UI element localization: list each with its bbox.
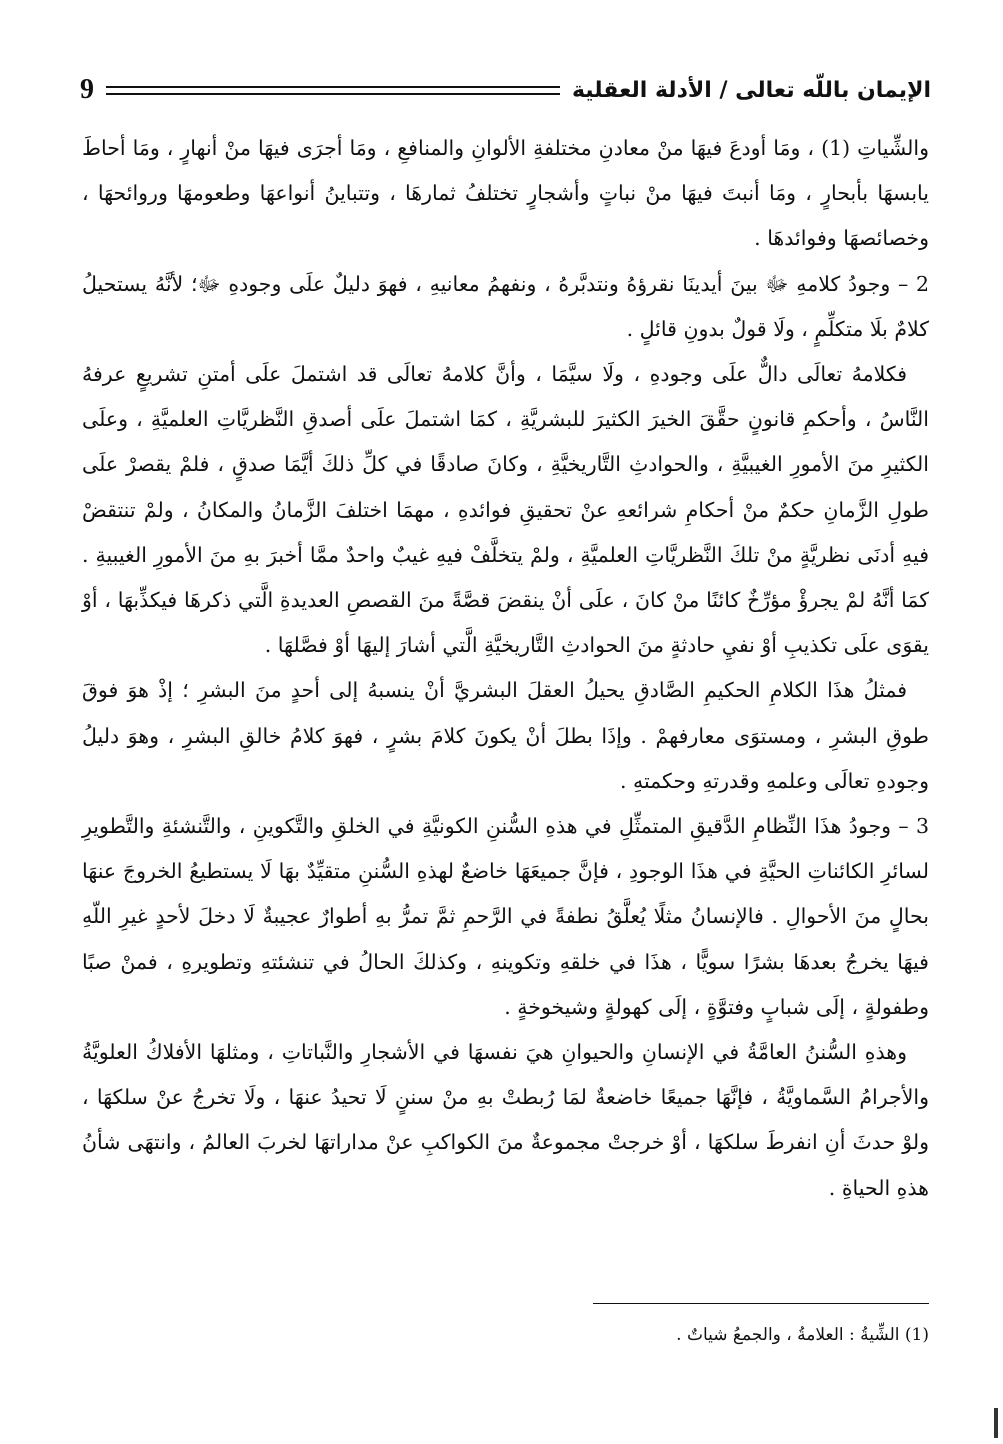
running-header: [80, 70, 931, 110]
paragraph: فمثلُ هذَا الكلامِ الحكيمِ الصَّادقِ يحيلُ العقلَ البشريَّ أنْ ينسبهُ إلى أحدٍ منَ البشرِ ؛ إذْ هوَ فوقَ طوقِ البشرِ ، ومستوَى معارفهمْ . وإذَا بطلَ أنْ يكونَ كلامَ بشرٍ ، فهوَ كلامُ خالقِ البشرِ ، وهوَ دليلُ وجودهِ تعالَى وعلمهِ وقدرتهِ وحكمتهِ .: [82, 678, 929, 793]
paragraph: وهذهِ السُّننُ العامَّةُ في الإنسانِ والحيوانِ هيَ نفسهَا في الأشجارِ والنَّباتاتِ ، ومثلهَا الأفلاكُ العلويَّةُ والأجرامُ السَّماويَّةُ ، فإنَّهَا جميعًا خاضعةٌ لمَا رُبطتْ بهِ منْ سننٍ لَا تحيدُ عنهَا ، ولَا تخرجُ عنْ سلكهَا ، ولوْ حدثَ أنِ انفرطَ سلكهَا ، أوْ خرجتْ مجموعةٌ منَ الكواكبِ عنْ مداراتهَا لخربَ العالمُ ، وانتهَى شأنُ هذهِ الحياةِ .: [82, 1040, 929, 1200]
paragraph: فكلامهُ تعالَى دالٌّ علَى وجودهِ ، ولَا سيَّمَا ، وأنَّ كلامهُ تعالَى قد اشتملَ علَى أمتنِ تشريعٍ عرفهُ النَّاسُ ، وأحكمِ قانونٍ حقَّقَ الخيرَ الكثيرَ للبشريَّةِ ، كمَا اشتملَ علَى أصدقِ النَّظريَّاتِ العلميَّةِ ، وعلَى الكثيرِ منَ الأمورِ الغيبيَّةِ ، والحوادثِ التَّاريخيَّةِ ، وكانَ صادقًا في كلِّ ذلكَ أيَّمَا صدقٍ ، فلمْ يقصرْ علَى طولِ الزَّمانِ حكمٌ منْ أحكامِ شرائعهِ عنْ تحقيقِ فوائدهِ ، مهمَا اختلفَ الزَّمانُ والمكانُ ، ولمْ تنتقضْ فيهِ أدنَى نظريَّةٍ منْ تلكَ النَّظريَّاتِ العلميَّةِ ، ولمْ يتخلَّفْ فيهِ غيبٌ واحدٌ ممَّا أخبرَ بهِ منَ الأمورِ الغيبيةِ . كمَا أنَّهُ لمْ يجرؤْ مؤرِّخٌ كائنًا منْ كانَ ، علَى أنْ ينقضَ قصَّةً منَ القصصِ العديدةِ الَّتي ذكرهَا فيكذِّبهَا ، أوْ يقوَى علَى تكذيبِ أوْ نفيِ حادثةٍ منَ الحوادثِ التَّاريخيَّةِ الَّتي أشارَ إليهَا أوْ فصَّلهَا .: [82, 362, 929, 658]
paragraph: 2 – وجودُ كلامهِ ﷻ بينَ أيدينَا نقرؤهُ ونتدبَّرهُ ، ونفهمُ معانيهِ ، فهوَ دليلٌ علَى وجودهِ ﷻ؛ لأنَّهُ يستحيلُ كلامٌ بلَا متكلِّمٍ ، ولَا قولٌ بدونِ قائلٍ .: [82, 271, 929, 341]
page-edge-mark: [994, 1408, 998, 1438]
footnote-separator: [593, 1303, 929, 1304]
paragraph: 3 – وجودُ هذَا النِّظامِ الدَّقيقِ المتمثِّلِ في هذهِ السُّننِ الكونيَّةِ في الخلقِ والتَّكوينِ ، والتَّنشئةِ والتَّطويرِ لسائرِ الكائناتِ الحيَّةِ في هذَا الوجودِ ، فإنَّ جميعَهَا خاضعٌ لهذهِ السُّننِ متقيِّدٌ بهَا لَا يستطيعُ الخروجَ عنهَا بحالٍ منَ الأحوالِ . فالإنسانُ مثلًا يُعلَّقُ نطفةً في الرَّحمِ ثمَّ تمرُّ بهِ أطوارٌ عجيبةٌ لَا دخلَ لأحدٍ غيرِ اللّهِ فيهَا يخرجُ بعدهَا بشرًا سويًّا ، هذَا في خلقهِ وتكوينهِ ، وكذلكَ الحالُ في تنشئتهِ وتطويرهِ ، فمنْ صبًا وطفولةٍ ، إلَى شبابٍ وفتوَّةٍ ، إلَى كهولةٍ وشيخوخةٍ .: [82, 814, 929, 1019]
running-title: الإيمان باللّه تعالى / الأدلة العقلية: [571, 77, 931, 103]
page-number: 9: [80, 74, 94, 105]
body-text: [82, 126, 929, 1211]
paragraph: والشِّياتِ (1) ، ومَا أودعَ فيهَا منْ معادنِ مختلفةِ الألوانِ والمنافعِ ، ومَا أجرَى فيهَا منْ أنهارٍ ، ومَا أحاطَ يابسهَا بأبحارٍ ، ومَا أنبتَ فيهَا منْ نباتٍ وأشجارٍ تختلفُ ثمارهَا ، وتتباينُ أنواعهَا وطعومهَا وروائحهَا ، وخصائصهَا وفوائدهَا .: [82, 136, 930, 251]
footnote: (1) الشِّيةُ : العلامةُ ، والجمعُ شياتٌ .: [676, 1325, 929, 1345]
header-double-rule: [106, 86, 560, 95]
